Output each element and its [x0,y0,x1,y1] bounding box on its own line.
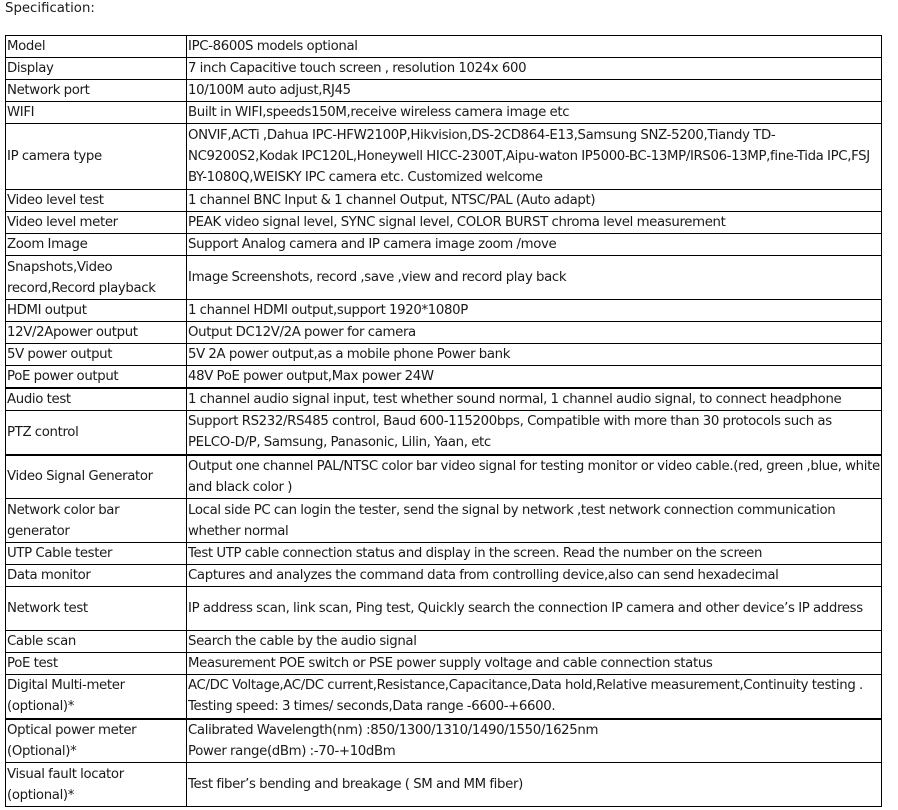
spec-value-line: Calibrated Wavelength(nm) :850/1300/1310/1490/1550/1625nm [188,722,599,738]
spec-label: Zoom Image [6,234,187,256]
spec-label: Model [6,36,187,58]
spec-value: 1 channel audio signal input, test whether sound normal, 1 channel audio signal, to connect headphone [187,388,882,411]
spec-value: Captures and analyzes the command data from controlling device,also can send hexadecimal [187,565,882,587]
spec-label: Optical power meter (Optional)* [6,719,187,763]
table-row [6,565,882,587]
spec-label: PoE power output [6,366,187,389]
spec-label: WIFI [6,102,187,124]
spec-label: Video level test [6,190,187,212]
spec-label: Network color bar generator [6,499,187,543]
spec-value: Output DC12V/2A power for camera [187,322,882,344]
table-row [6,124,882,190]
spec-label: Video Signal Generator [6,455,187,499]
spec-label: 5V power output [6,344,187,366]
spec-label: PoE test [6,653,187,675]
spec-label: Visual fault locator (optional)* [6,763,187,807]
spec-label: Digital Multi-meter (optional)* [6,675,187,719]
spec-label: Network port [6,80,187,102]
spec-label: Video level meter [6,212,187,234]
table-row [6,212,882,234]
spec-value: IPC-8600S models optional [187,36,882,58]
table-row [6,653,882,675]
table-row [6,36,882,58]
spec-value: Support RS232/RS485 control, Baud 600-115200bps, Compatible with more than 30 protocols such as PELCO-D/P, Samsung, Panasonic, Lilin, Yaan, etc [187,411,882,455]
table-row [6,366,882,389]
spec-value: 5V 2A power output,as a mobile phone Power bank [187,344,882,366]
spec-value: Measurement POE switch or PSE power supply voltage and cable connection status [187,653,882,675]
table-row [6,190,882,212]
spec-value [187,719,882,763]
spec-value: 1 channel BNC Input & 1 channel Output, NTSC/PAL (Auto adapt) [187,190,882,212]
spec-heading: Specification: [5,1,95,16]
spec-value: Test fiber’s bending and breakage ( SM and MM fiber) [187,763,882,807]
table-row [6,411,882,455]
table-row [6,300,882,322]
table-row [6,102,882,124]
spec-label: Audio test [6,388,187,411]
spec-label: Data monitor [6,565,187,587]
table-row [6,675,882,719]
spec-value: Built in WIFI,speeds150M,receive wireless camera image etc [187,102,882,124]
table-row [6,322,882,344]
table-row [6,543,882,565]
spec-label: UTP Cable tester [6,543,187,565]
table-row [6,234,882,256]
table-row [6,80,882,102]
spec-label: 12V/2Apower output [6,322,187,344]
spec-value-line: Power range(dBm) :-70-+10dBm [188,743,396,759]
spec-value: 10/100M auto adjust,RJ45 [187,80,882,102]
table-row [6,455,882,499]
spec-table [5,35,882,807]
table-row [6,499,882,543]
table-row [6,631,882,653]
spec-value: PEAK video signal level, SYNC signal level, COLOR BURST chroma level measurement [187,212,882,234]
spec-value: 48V PoE power output,Max power 24W [187,366,882,389]
spec-label: Cable scan [6,631,187,653]
spec-value: 1 channel HDMI output,support 1920*1080P [187,300,882,322]
spec-value: Support Analog camera and IP camera image zoom /move [187,234,882,256]
table-row [6,388,882,411]
spec-label: HDMI output [6,300,187,322]
spec-label: Snapshots,Video record,Record playback [6,256,187,300]
spec-label: IP camera type [6,124,187,190]
spec-value: Local side PC can login the tester, send the signal by network ,test network connection communication whether normal [187,499,882,543]
spec-value: Image Screenshots, record ,save ,view and record play back [187,256,882,300]
spec-value: ONVIF,ACTi ,Dahua IPC-HFW2100P,Hikvision,DS-2CD864-E13,Samsung SNZ-5200,Tiandy TD-NC9200S2,Kodak IPC120L,Honeywell HICC-2300T,Aipu-waton IP5000-BC-13MP/IRS06-13MP,fine-Tida IPC,FSJ BY-1080Q,WEISKY IPC camera etc. Customized welcome [187,124,882,190]
spec-label: Display [6,58,187,80]
table-row [6,256,882,300]
spec-value: AC/DC Voltage,AC/DC current,Resistance,Capacitance,Data hold,Relative measurement,Continuity testing . Testing speed: 3 times/ seconds,Data range -6600-+6600. [187,675,882,719]
table-row [6,344,882,366]
table-row [6,58,882,80]
spec-label: Network test [6,587,187,631]
spec-value: Test UTP cable connection status and display in the screen. Read the number on the screen [187,543,882,565]
spec-value: IP address scan, link scan, Ping test, Quickly search the connection IP camera and other device’s IP address [187,587,882,631]
table-row [6,587,882,631]
table-row [6,719,882,763]
spec-label: PTZ control [6,411,187,455]
table-row [6,763,882,807]
spec-value: Search the cable by the audio signal [187,631,882,653]
spec-value: 7 inch Capacitive touch screen , resolution 1024x 600 [187,58,882,80]
spec-value: Output one channel PAL/NTSC color bar video signal for testing monitor or video cable.(red, green ,blue, white and black color ) [187,455,882,499]
